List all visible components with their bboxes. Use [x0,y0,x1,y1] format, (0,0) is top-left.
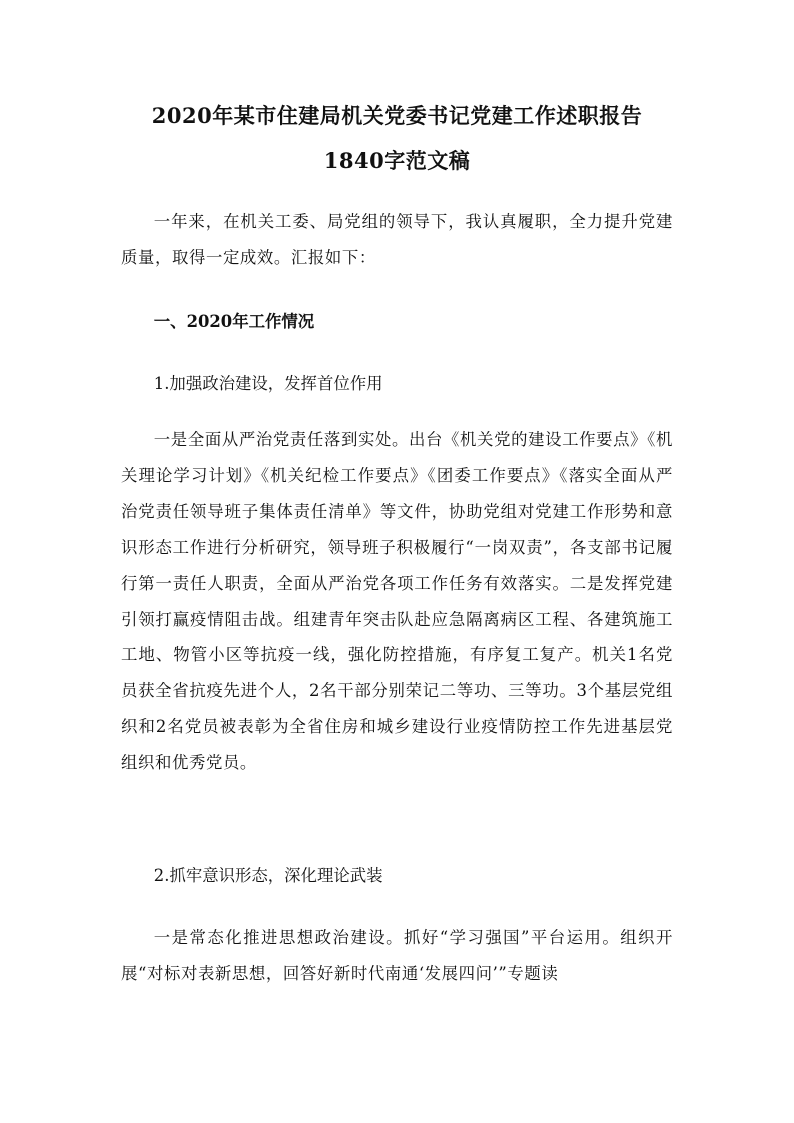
body-paragraph: 一是全面从严治党责任落到实处。出台《机关党的建设工作要点》《机关理论学习计划》《机关纪检工作要点》《团委工作要点》《落实全面从严治党责任领导班子集体责任清单》等文件，协助党组对党建工作形势和意识形态工作进行分析研究，领导班子积极履行“一岗双责”，各支部书记履行第一责任人职责，全面从严治党各项工作任务有效落实。二是发挥党建引领打赢疫情阻击战。组建青年突击队赴应急隔离病区工程、各建筑施工工地、物管小区等抗疫一线，强化防控措施，有序复工复产。机关1名党员获全省抗疫先进个人，2名干部分别荣记二等功、三等功。3个基层党组织和2名党员被表彰为全省住房和城乡建设行业疫情防控工作先进基层党组织和优秀党员。 [121,430,673,773]
document-title: 2020年某市住建局机关党委书记党建工作述职报告 [151,103,643,128]
section-heading: 一、2020年工作情况 [153,312,315,331]
subsection-heading: 1.加强政治建设，发挥首位作用 [153,374,383,393]
subsection-heading: 2.抓牢意识形态，深化理论武装 [153,866,383,885]
document-subtitle: 1840字范文稿 [323,148,471,173]
intro-paragraph: 一年来，在机关工委、局党组的领导下，我认真履职，全力提升党建质量，取得一定成效。汇报如下： [121,212,673,267]
body-paragraph: 一是常态化推进思想政治建设。抓好“学习强国”平台运用。组织开展“对标对表新思想，回答好新时代南通‘发展四问’”专题读 [121,928,673,983]
